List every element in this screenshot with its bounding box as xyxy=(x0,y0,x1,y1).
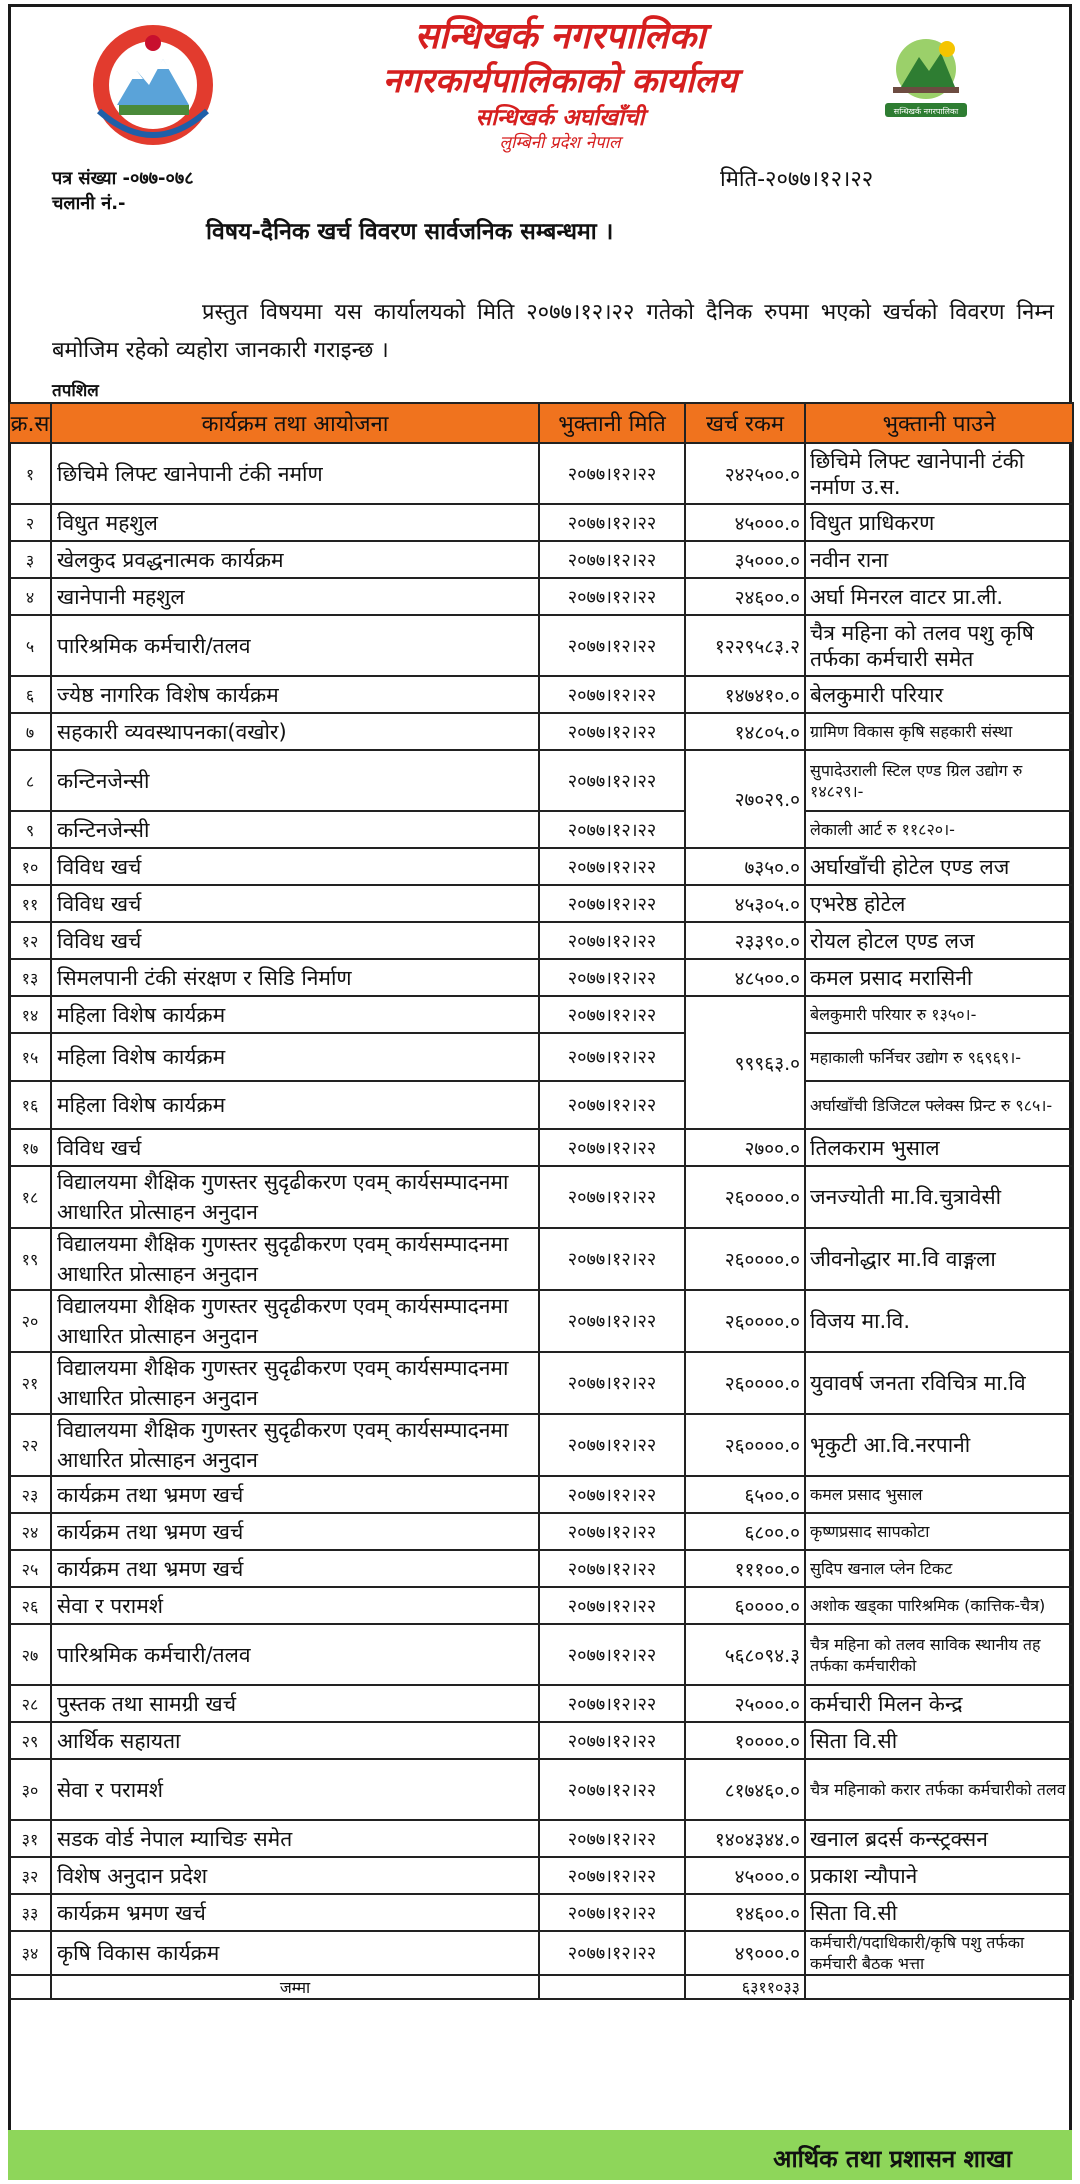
row-sn: १६ xyxy=(9,1081,51,1129)
row-amount: २७०२९.० xyxy=(685,750,805,848)
row-program: खानेपानी महशुल xyxy=(51,578,539,615)
row-payment-date: २०७७।१२।२२ xyxy=(539,1033,685,1081)
row-program: विविध खर्च xyxy=(51,885,539,922)
row-payment-date: २०७७।१२।२२ xyxy=(539,1476,685,1513)
row-sn: ३० xyxy=(9,1759,51,1820)
row-amount: ४९०००.० xyxy=(685,1931,805,1975)
row-payment-date: २०७७।१२।२२ xyxy=(539,1820,685,1857)
footer-section-name: आर्थिक तथा प्रशासन शाखा xyxy=(773,2145,1012,2173)
row-sn: १८ xyxy=(9,1166,51,1228)
row-sn: ४ xyxy=(9,578,51,615)
row-payee: ग्रामिण विकास कृषि सहकारी संस्था xyxy=(805,713,1073,750)
table-row xyxy=(9,1352,1073,1414)
row-sn: ३ xyxy=(9,541,51,578)
row-amount: ४५०००.० xyxy=(685,504,805,541)
row-payee: कमल प्रसाद मरासिनी xyxy=(805,959,1073,996)
row-payment-date: २०७७।१२।२२ xyxy=(539,1513,685,1550)
row-amount: ७३५०.० xyxy=(685,848,805,885)
table-row xyxy=(9,578,1073,615)
row-amount: २४२५००.० xyxy=(685,443,805,504)
row-amount: ४५०००.० xyxy=(685,1857,805,1894)
row-amount: ६५००.० xyxy=(685,1476,805,1513)
row-program: सेवा र परामर्श xyxy=(51,1587,539,1624)
office-location: सन्धिखर्क अर्घाखाँची xyxy=(475,104,645,131)
row-sn: ३४ xyxy=(9,1931,51,1975)
row-payee: खनाल ब्रदर्स कन्स्ट्रक्सन xyxy=(805,1820,1073,1857)
row-amount: ८१७४६०.० xyxy=(685,1759,805,1820)
row-program: विशेष अनुदान प्रदेश xyxy=(51,1857,539,1894)
table-row xyxy=(9,1550,1073,1587)
row-payment-date: २०७७।१२।२२ xyxy=(539,922,685,959)
row-sn: १४ xyxy=(9,996,51,1033)
row-payee: लेकाली आर्ट रु ११८२०।- xyxy=(805,811,1073,848)
total-amount: ६३११०३३ xyxy=(685,1975,805,1999)
row-payee: बेलकुमारी परियार xyxy=(805,676,1073,713)
row-payment-date: २०७७।१२।२२ xyxy=(539,848,685,885)
row-program: कन्टिनजेन्सी xyxy=(51,750,539,811)
row-amount: ३५०००.० xyxy=(685,541,805,578)
row-sn: ८ xyxy=(9,750,51,811)
row-program: विद्यालयमा शैक्षिक गुणस्तर सुदृढीकरण एवम् कार्यसम्पादनमा आधारित प्रोत्साहन अनुदान xyxy=(51,1166,539,1228)
row-sn: २३ xyxy=(9,1476,51,1513)
table-row xyxy=(9,1820,1073,1857)
row-payee: अर्घाखाँची होटेल एण्ड लज xyxy=(805,848,1073,885)
row-sn: १० xyxy=(9,848,51,885)
row-amount: २६००००.० xyxy=(685,1414,805,1476)
table-row xyxy=(9,615,1073,676)
row-payee: भृकुटी आ.वि.नरपानी xyxy=(805,1414,1073,1476)
expense-table xyxy=(8,402,1072,2000)
row-payee: अर्घाखाँची डिजिटल फ्लेक्स प्रिन्ट रु ९८५।- xyxy=(805,1081,1073,1129)
row-program: कार्यक्रम भ्रमण खर्च xyxy=(51,1894,539,1931)
row-payment-date: २०७७।१२।२२ xyxy=(539,1228,685,1290)
right-logo-caption: सन्धिखर्क नगरपालिका xyxy=(893,107,959,116)
letter-subject: विषय-दैनिक खर्च विवरण सार्वजनिक सम्बन्धमा । xyxy=(206,219,614,245)
row-payment-date: २०७७।१२।२२ xyxy=(539,1857,685,1894)
table-row xyxy=(9,811,1073,848)
row-program: विद्यालयमा शैक्षिक गुणस्तर सुदृढीकरण एवम् कार्यसम्पादनमा आधारित प्रोत्साहन अनुदान xyxy=(51,1228,539,1290)
row-payee: बेलकुमारी परियार रु १३५०।- xyxy=(805,996,1073,1033)
row-program: विद्यालयमा शैक्षिक गुणस्तर सुदृढीकरण एवम् कार्यसम्पादनमा आधारित प्रोत्साहन अनुदान xyxy=(51,1414,539,1476)
row-payment-date: २०७७।१२।२२ xyxy=(539,811,685,848)
row-program: आर्थिक सहायता xyxy=(51,1722,539,1759)
table-row xyxy=(9,1476,1073,1513)
row-sn: २५ xyxy=(9,1550,51,1587)
letter-ref-no: पत्र संख्या -०७७-०७८ xyxy=(52,168,194,189)
row-program: विविध खर्च xyxy=(51,848,539,885)
row-payment-date: २०७७।१२।२२ xyxy=(539,1931,685,1975)
table-row xyxy=(9,750,1073,811)
row-payee: विजय मा.वि. xyxy=(805,1290,1073,1352)
row-payment-date: २०७७।१२।२२ xyxy=(539,1624,685,1685)
row-program: विद्यालयमा शैक्षिक गुणस्तर सुदृढीकरण एवम् कार्यसम्पादनमा आधारित प्रोत्साहन अनुदान xyxy=(51,1290,539,1352)
row-program: कार्यक्रम तथा भ्रमण खर्च xyxy=(51,1476,539,1513)
row-program: छिचिमे लिफ्ट खानेपानी टंकी नर्माण xyxy=(51,443,539,504)
row-payment-date: २०७७।१२।२२ xyxy=(539,1414,685,1476)
row-payment-date: २०७७।१२।२२ xyxy=(539,615,685,676)
row-payee: सिता वि.सी xyxy=(805,1722,1073,1759)
row-payment-date: २०७७।१२।२२ xyxy=(539,1129,685,1166)
row-payment-date: २०७७।१२।२२ xyxy=(539,1290,685,1352)
row-amount: १४८०५.० xyxy=(685,713,805,750)
row-program: विविध खर्च xyxy=(51,1129,539,1166)
row-amount: २४६००.० xyxy=(685,578,805,615)
table-row xyxy=(9,1290,1073,1352)
row-sn: २८ xyxy=(9,1685,51,1722)
row-payee: अशोक खड्का पारिश्रमिक (कात्तिक-चैत्र) xyxy=(805,1587,1073,1624)
row-payee: नवीन राना xyxy=(805,541,1073,578)
row-sn: १२ xyxy=(9,922,51,959)
row-amount: १२२९५८३.२ xyxy=(685,615,805,676)
total-label: जम्मा xyxy=(51,1975,539,1999)
row-amount: २६००००.० xyxy=(685,1352,805,1414)
col-header-program: कार्यक्रम तथा आयोजना xyxy=(51,403,539,443)
row-sn: २९ xyxy=(9,1722,51,1759)
row-sn: २४ xyxy=(9,1513,51,1550)
table-row xyxy=(9,848,1073,885)
table-row xyxy=(9,1228,1073,1290)
row-payee: सिता वि.सी xyxy=(805,1894,1073,1931)
row-payment-date: २०७७।१२।२२ xyxy=(539,885,685,922)
letter-body: प्रस्तुत विषयमा यस कार्यालयको मिति २०७७।१२।२२ गतेको दैनिक रुपमा भएको खर्चको विवरण निम्न बमोजिम रहेको व्यहोरा जानकारी गराइन्छ । xyxy=(52,300,1054,363)
row-payee: सुपादेउराली स्टिल एण्ड ग्रिल उद्योग रु १४८२९।- xyxy=(805,750,1073,811)
row-program: महिला विशेष कार्यक्रम xyxy=(51,1033,539,1081)
row-program: विविध खर्च xyxy=(51,922,539,959)
table-header-row xyxy=(9,403,1073,443)
col-header-sn: क्र.स xyxy=(9,403,51,443)
table-row xyxy=(9,1081,1073,1129)
row-program: ज्येष्ठ नागरिक विशेष कार्यक्रम xyxy=(51,676,539,713)
table-row xyxy=(9,1931,1073,1975)
row-program: कार्यक्रम तथा भ्रमण खर्च xyxy=(51,1513,539,1550)
row-payment-date: २०७७।१२।२२ xyxy=(539,1550,685,1587)
row-payment-date: २०७७।१२।२२ xyxy=(539,959,685,996)
row-amount: २३३९०.० xyxy=(685,922,805,959)
table-row xyxy=(9,676,1073,713)
row-payee: कर्मचारी/पदाधिकारी/कृषि पशु तर्फका कर्मचारी बैठक भत्ता xyxy=(805,1931,1073,1975)
table-row xyxy=(9,443,1073,504)
row-amount: १४७४१०.० xyxy=(685,676,805,713)
row-payment-date: २०७७।१२।२२ xyxy=(539,996,685,1033)
row-program: विधुत महशुल xyxy=(51,504,539,541)
table-row xyxy=(9,1857,1073,1894)
row-program: खेलकुद प्रवद्धनात्मक कार्यक्रम xyxy=(51,541,539,578)
table-row xyxy=(9,1685,1073,1722)
row-sn: ३२ xyxy=(9,1857,51,1894)
letter-date: मिति-२०७७।१२।२२ xyxy=(720,167,874,192)
footer-bar xyxy=(8,2130,1072,2180)
row-payment-date: २०७७।१२।२२ xyxy=(539,1685,685,1722)
row-amount: ९९९६३.० xyxy=(685,996,805,1129)
row-payment-date: २०७७।१२।२२ xyxy=(539,1081,685,1129)
row-sn: १ xyxy=(9,443,51,504)
row-sn: २१ xyxy=(9,1352,51,1414)
row-sn: ३१ xyxy=(9,1820,51,1857)
row-sn: २६ xyxy=(9,1587,51,1624)
row-amount: १४६००.० xyxy=(685,1894,805,1931)
row-payee: प्रकाश न्यौपाने xyxy=(805,1857,1073,1894)
table-row xyxy=(9,1587,1073,1624)
row-sn: २७ xyxy=(9,1624,51,1685)
row-sn: ११ xyxy=(9,885,51,922)
row-payment-date: २०७७।१२।२२ xyxy=(539,541,685,578)
row-payment-date: २०७७।१२।२२ xyxy=(539,1722,685,1759)
row-payee: रोयल होटल एण्ड लज xyxy=(805,922,1073,959)
row-payment-date: २०७७।१२।२२ xyxy=(539,1166,685,1228)
table-row xyxy=(9,1166,1073,1228)
row-amount: १११००.० xyxy=(685,1550,805,1587)
total-row xyxy=(9,1975,1073,1999)
row-program: सडक वोर्ड नेपाल म्याचिङ समेत xyxy=(51,1820,539,1857)
table-row xyxy=(9,996,1073,1033)
row-payment-date: २०७७।१२।२२ xyxy=(539,750,685,811)
row-payee: चैत्र महिनाको करार तर्फका कर्मचारीको तलव xyxy=(805,1759,1073,1820)
row-sn: २० xyxy=(9,1290,51,1352)
row-payment-date: २०७७।१२।२२ xyxy=(539,713,685,750)
row-sn: ९ xyxy=(9,811,51,848)
row-amount: २५०००.० xyxy=(685,1685,805,1722)
row-payee: जीवनोद्धार मा.वि वाङ्गला xyxy=(805,1228,1073,1290)
row-payment-date: २०७७।१२।२२ xyxy=(539,1894,685,1931)
office-name: नगरकार्यपालिकाको कार्यालय xyxy=(382,61,738,101)
table-row xyxy=(9,1513,1073,1550)
province-name: लुम्बिनी प्रदेश नेपाल xyxy=(499,133,621,153)
row-amount: २७००.० xyxy=(685,1129,805,1166)
details-label: तपशिल xyxy=(52,381,99,401)
row-program: सेवा र परामर्श xyxy=(51,1759,539,1820)
row-program: पारिश्रमिक कर्मचारी/तलव xyxy=(51,1624,539,1685)
row-payee: जनज्योती मा.वि.चुत्रावेसी xyxy=(805,1166,1073,1228)
row-program: पुस्तक तथा सामग्री खर्च xyxy=(51,1685,539,1722)
row-payee: युवावर्ष जनता रविचित्र मा.वि xyxy=(805,1352,1073,1414)
table-row xyxy=(9,1894,1073,1931)
row-payee: विधुत प्राधिकरण xyxy=(805,504,1073,541)
row-sn: १३ xyxy=(9,959,51,996)
row-payee: चैत्र महिना को तलव साविक स्थानीय तह तर्फका कर्मचारीको xyxy=(805,1624,1073,1685)
table-row xyxy=(9,1033,1073,1081)
table-row xyxy=(9,959,1073,996)
row-sn: १७ xyxy=(9,1129,51,1166)
table-row xyxy=(9,541,1073,578)
row-payee: कर्मचारी मिलन केन्द्र xyxy=(805,1685,1073,1722)
row-amount: ४८५००.० xyxy=(685,959,805,996)
row-payment-date: २०७७।१२।२२ xyxy=(539,1352,685,1414)
table-row xyxy=(9,1414,1073,1476)
row-amount: ५६८०९४.३ xyxy=(685,1624,805,1685)
table-row xyxy=(9,1129,1073,1166)
row-program: महिला विशेष कार्यक्रम xyxy=(51,996,539,1033)
row-payee: सुदिप खनाल प्लेन टिकट xyxy=(805,1550,1073,1587)
table-row xyxy=(9,1722,1073,1759)
row-program: महिला विशेष कार्यक्रम xyxy=(51,1081,539,1129)
row-program: पारिश्रमिक कर्मचारी/तलव xyxy=(51,615,539,676)
row-payee: छिचिमे लिफ्ट खानेपानी टंकी नर्माण उ.स. xyxy=(805,443,1073,504)
row-amount: ६००००.० xyxy=(685,1587,805,1624)
row-amount: ६८००.० xyxy=(685,1513,805,1550)
row-sn: १९ xyxy=(9,1228,51,1290)
row-amount: २६००००.० xyxy=(685,1290,805,1352)
row-program: सहकारी व्यवस्थापनका(वखोर) xyxy=(51,713,539,750)
row-sn: ६ xyxy=(9,676,51,713)
row-sn: ५ xyxy=(9,615,51,676)
letter-dispatch-no: चलानी नं.- xyxy=(52,193,126,214)
table-row xyxy=(9,1624,1073,1685)
col-header-payee: भुक्तानी पाउने xyxy=(805,403,1073,443)
row-payee: चैत्र महिना को तलव पशु कृषि तर्फका कर्मचारी समेत xyxy=(805,615,1073,676)
row-payee: अर्घा मिनरल वाटर प्रा.ली. xyxy=(805,578,1073,615)
row-payment-date: २०७७।१२।२२ xyxy=(539,1759,685,1820)
row-payment-date: २०७७।१२।२२ xyxy=(539,676,685,713)
row-amount: ४५३०५.० xyxy=(685,885,805,922)
table-row xyxy=(9,504,1073,541)
row-sn: २ xyxy=(9,504,51,541)
table-row xyxy=(9,713,1073,750)
row-payment-date: २०७७।१२।२२ xyxy=(539,1587,685,1624)
row-amount: २६००००.० xyxy=(685,1228,805,1290)
table-row xyxy=(9,885,1073,922)
table-row xyxy=(9,1759,1073,1820)
row-sn: ३३ xyxy=(9,1894,51,1931)
row-sn: ७ xyxy=(9,713,51,750)
row-payment-date: २०७७।१२।२२ xyxy=(539,443,685,504)
row-payee: महाकाली फर्निचर उद्योग रु ९६९६९।- xyxy=(805,1033,1073,1081)
row-payee: एभरेष्ठ होटेल xyxy=(805,885,1073,922)
row-amount: २६००००.० xyxy=(685,1166,805,1228)
row-program: कार्यक्रम तथा भ्रमण खर्च xyxy=(51,1550,539,1587)
table-row xyxy=(9,922,1073,959)
col-header-amount: खर्च रकम xyxy=(685,403,805,443)
row-sn: २२ xyxy=(9,1414,51,1476)
row-amount: १००००.० xyxy=(685,1722,805,1759)
row-amount: १४०४३४४.० xyxy=(685,1820,805,1857)
row-payee: तिलकराम भुसाल xyxy=(805,1129,1073,1166)
col-header-date: भुक्तानी मिति xyxy=(539,403,685,443)
municipality-name: सन्धिखर्क नगरपालिका xyxy=(414,15,706,57)
row-payee: कृष्णप्रसाद सापकोटा xyxy=(805,1513,1073,1550)
row-payee: कमल प्रसाद भुसाल xyxy=(805,1476,1073,1513)
row-program: विद्यालयमा शैक्षिक गुणस्तर सुदृढीकरण एवम् कार्यसम्पादनमा आधारित प्रोत्साहन अनुदान xyxy=(51,1352,539,1414)
row-program: सिमलपानी टंकी संरक्षण र सिडि निर्माण xyxy=(51,959,539,996)
row-payment-date: २०७७।१२।२२ xyxy=(539,578,685,615)
row-program: कृषि विकास कार्यक्रम xyxy=(51,1931,539,1975)
row-program: कन्टिनजेन्सी xyxy=(51,811,539,848)
row-payment-date: २०७७।१२।२२ xyxy=(539,504,685,541)
row-sn: १५ xyxy=(9,1033,51,1081)
